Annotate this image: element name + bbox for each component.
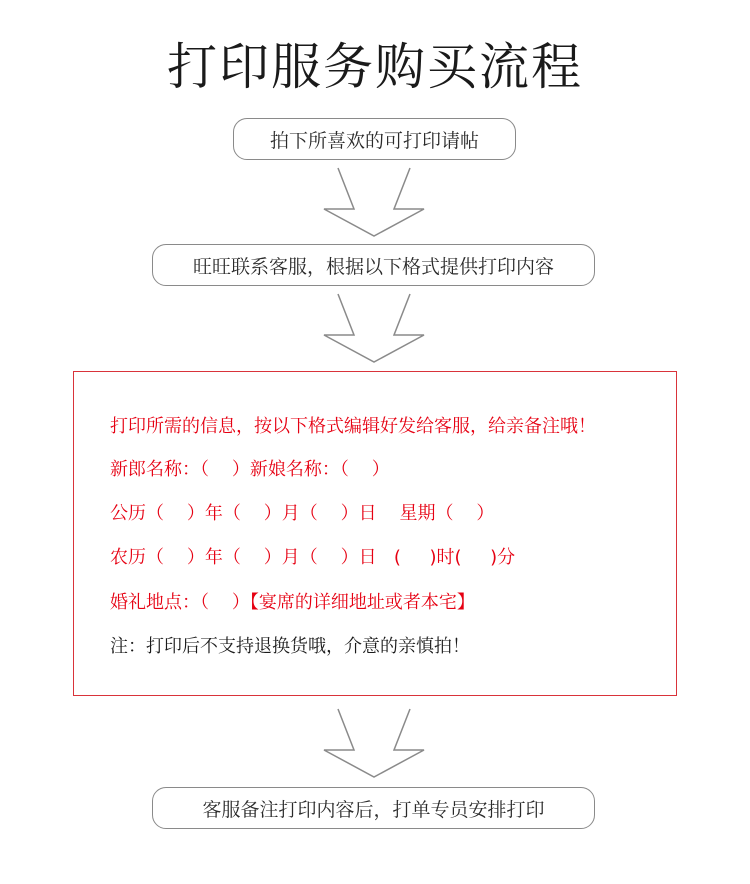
step-contact-service: 旺旺联系客服，根据以下格式提供打印内容: [152, 244, 595, 286]
down-arrow-icon: [320, 708, 428, 778]
info-lunar-date: 农历（ ）年（ ）月（ ）日 ( )时( )分: [110, 547, 516, 568]
print-info-box: [73, 371, 677, 696]
info-solar-date: 公历（ ）年（ ）月（ ）日 星期（ ）: [110, 503, 495, 524]
down-arrow-icon: [320, 293, 428, 363]
info-couple-names: 新郎名称：（ ）新娘名称：（ ）: [110, 459, 390, 480]
down-arrow-icon: [320, 167, 428, 237]
info-wedding-venue: 婚礼地点：（ ）【宴席的详细地址或者本宅】: [110, 592, 475, 613]
page-title: 打印服务购买流程: [167, 38, 583, 96]
step-arrange-printing: 客服备注打印内容后，打单专员安排打印: [152, 787, 595, 829]
info-no-return-note: 注：打印后不支持退换货哦，介意的亲慎拍！: [110, 636, 470, 657]
info-instruction: 打印所需的信息，按以下格式编辑好发给客服，给亲备注哦！: [110, 416, 596, 437]
step-select-invitation: 拍下所喜欢的可打印请帖: [233, 118, 516, 160]
